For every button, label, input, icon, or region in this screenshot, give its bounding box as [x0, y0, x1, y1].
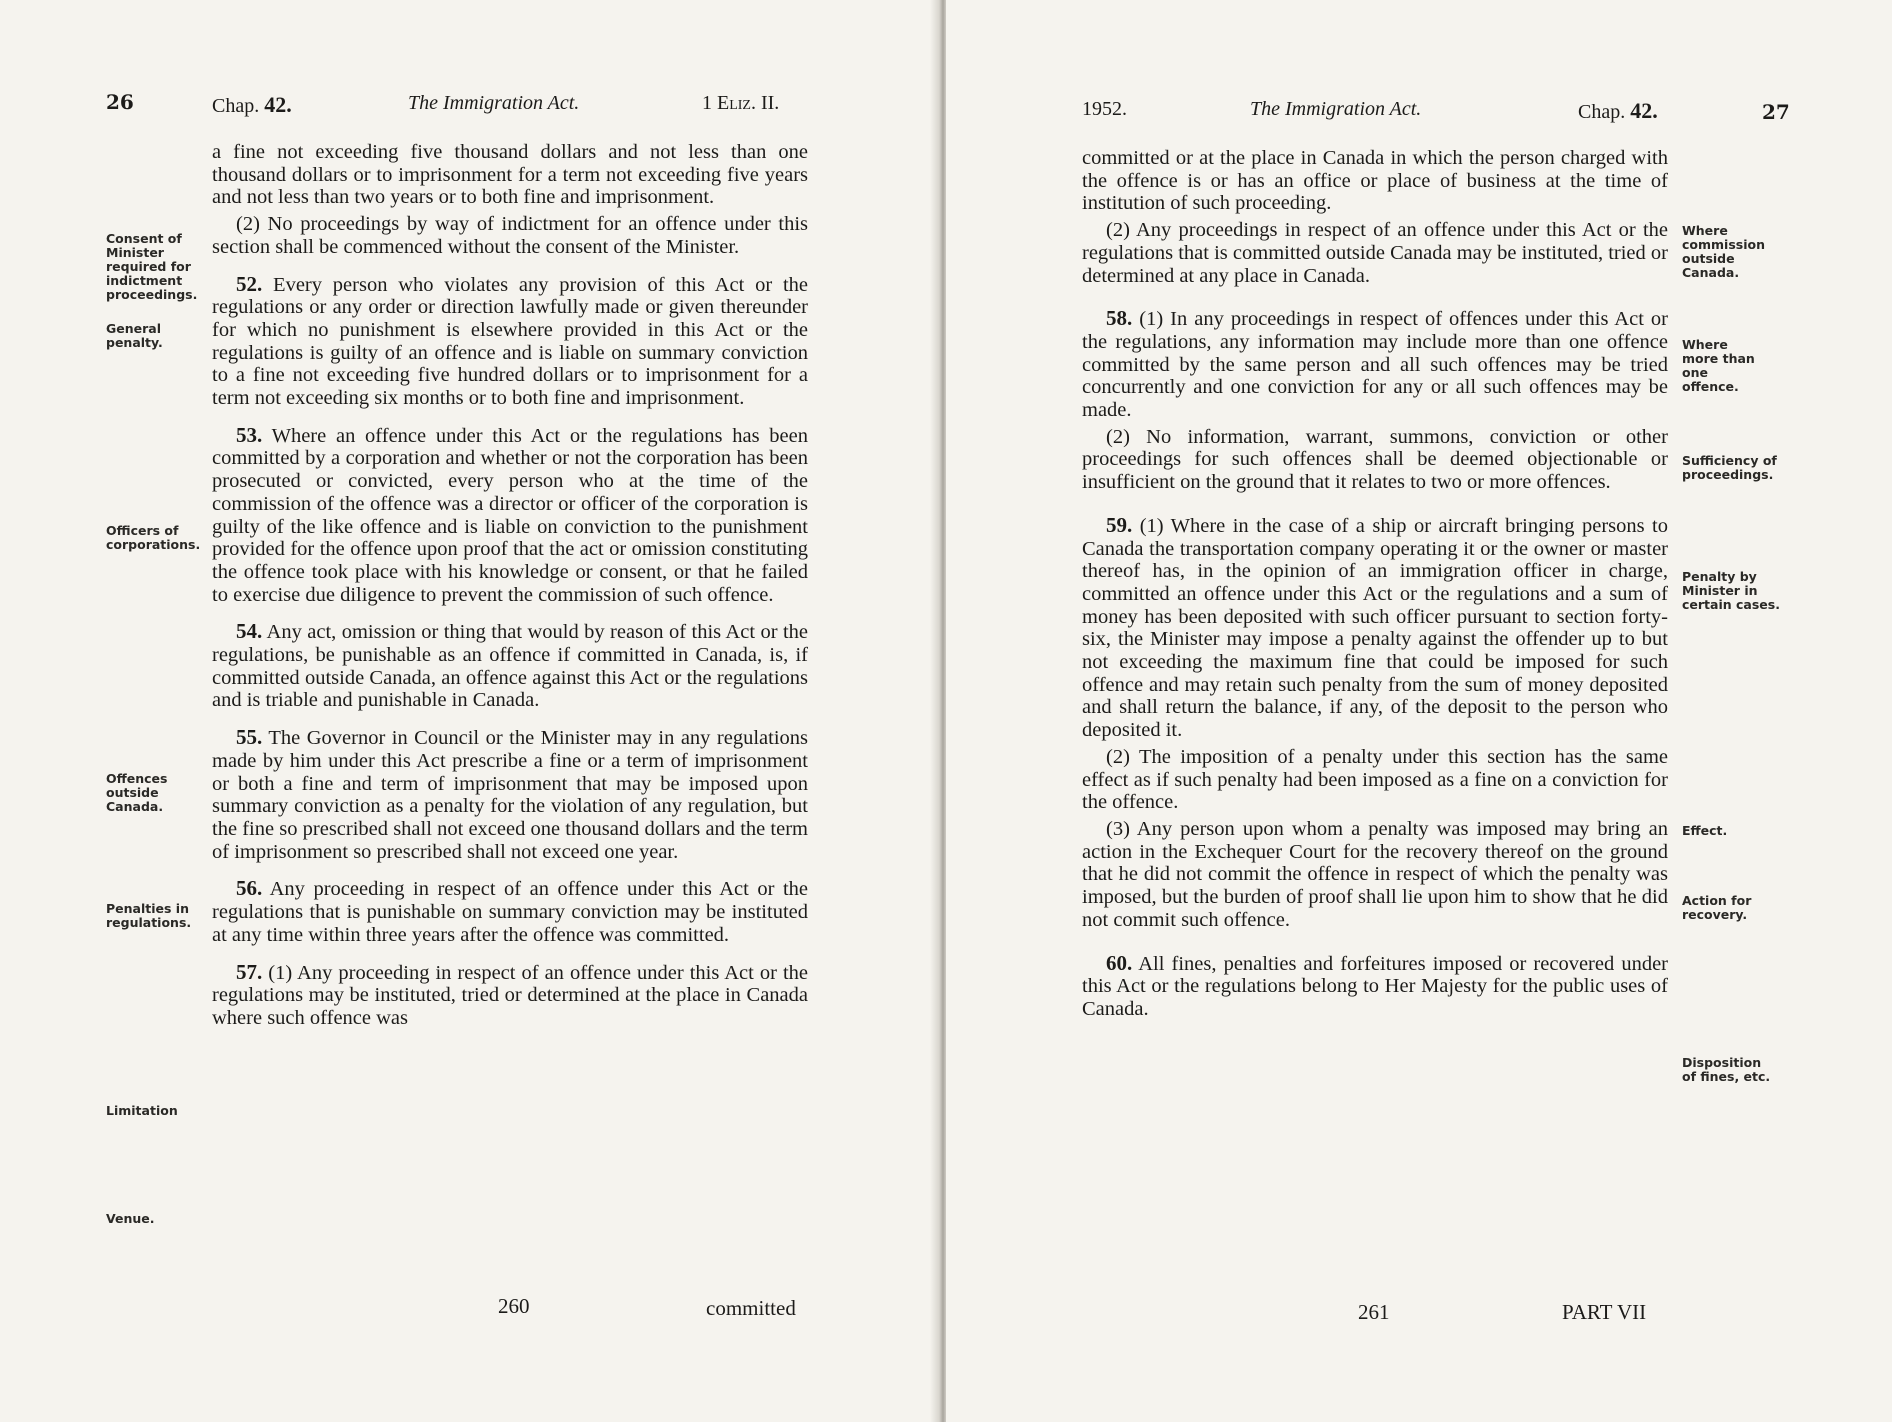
left-body-text	[212, 140, 808, 1030]
section-number: 58.	[1106, 306, 1133, 331]
paragraph-text: a fine not exceeding five thousand dollars and not less than one thousand dollars or to imprisonment for a term not exceeding five years and not less than two years or to both fine and imprisonment.	[212, 141, 808, 209]
catchword: committed	[706, 1296, 796, 1320]
left-regnal-year: 1 Eliz. II.	[702, 92, 780, 114]
margin-note: Effect.	[1682, 823, 1728, 838]
margin-note: Action for recovery.	[1682, 893, 1752, 922]
paragraph-text: All fines, penalties and forfeitures imposed or recovered under this Act or the regulations belong to Her Majesty for the public uses of Canada.	[1082, 952, 1668, 1020]
chapter-prefix: Chap.	[1578, 101, 1626, 123]
section-number: 60.	[1106, 950, 1133, 975]
margin-note: Disposition of fines, etc.	[1682, 1055, 1771, 1084]
section-number: 52.	[236, 271, 263, 296]
section-number: 57.	[236, 959, 263, 984]
paragraph-text: Every person who violates any provision of this Act or the regulations or any order or direction lawfully made or given thereunder for which no punishment is elsewhere provided in this Act or the regulations is guilty of an offence and is liable on summary conviction to a fine not exceeding five hundred dollars or to imprisonment for a term not exceeding six months or to both fine and imprisonment.	[212, 273, 808, 410]
paragraph	[212, 961, 808, 1030]
part-heading-catchword: PART VII	[1562, 1300, 1647, 1324]
paragraph	[212, 424, 808, 607]
margin-note: Where more than one offence.	[1682, 337, 1755, 394]
paragraph	[1082, 514, 1668, 742]
paragraph-text: (1) Any proceeding in respect of an offence under this Act or the regulations may be instituted, tried or determined at the place in Canada where such offence was	[212, 961, 808, 1029]
right-running-title: The Immigration Act.	[1250, 98, 1422, 120]
chapter-number: 42.	[1630, 98, 1658, 123]
margin-note: Limitation	[106, 1103, 178, 1118]
right-year: 1952.	[1082, 98, 1127, 120]
paragraph-text: (2) No proceedings by way of indictment for an offence under this section shall be commenced without the consent of the Minister.	[212, 213, 808, 258]
margin-note: General penalty.	[106, 321, 163, 350]
paragraph	[212, 140, 808, 209]
left-page-number: 26	[106, 90, 134, 114]
paragraph	[1082, 146, 1668, 215]
left-page	[0, 0, 940, 1422]
margin-note: Sufficiency of proceedings.	[1682, 453, 1777, 482]
paragraph-text: (2) The imposition of a penalty under this section has the same effect as if such penalty had been imposed as a fine on a conviction for the offence.	[1082, 745, 1668, 814]
paragraph	[212, 273, 808, 410]
paragraph	[1082, 218, 1668, 287]
paragraph	[1082, 745, 1668, 814]
paragraph-text: (2) No information, warrant, summons, conviction or other proceedings for such offences shall be deemed objectionable or insufficient on the ground that it relates to two or more offences.	[1082, 425, 1668, 494]
section-number: 54.	[236, 619, 263, 644]
chapter-number: 42.	[264, 92, 292, 117]
right-folio: 261	[1358, 1300, 1390, 1324]
paragraph	[212, 726, 808, 863]
paragraph	[1082, 952, 1668, 1021]
left-folio: 260	[498, 1294, 530, 1318]
margin-note: Where commission outside Canada.	[1682, 223, 1765, 280]
paragraph-text: The Governor in Council or the Minister may in any regulations made by him under this Act prescribe a fine or a term of imprisonment or both a fine and term of imprisonment that may be imposed upon summary conviction as a penalty for the violation of any regulation, but the fine so prescribed shall not exceed one thousand dollars and the term of imprisonment so prescribed shall not exceed one year.	[212, 727, 808, 863]
margin-note: Officers of corporations.	[106, 523, 201, 552]
right-page-number: 27	[1762, 100, 1790, 124]
section-number: 53.	[236, 422, 263, 447]
paragraph	[212, 877, 808, 946]
paragraph	[1082, 817, 1668, 932]
paragraph-text: committed or at the place in Canada in which the person charged with the offence is or has an office or place of business at the time of institution of such proceeding.	[1082, 147, 1668, 215]
paragraph-text: Where an offence under this Act or the regulations has been committed by a corporation and whether or not the corporation has been prosecuted or convicted, every person who at the time of the commission of the offence was a director or officer of the corporation is guilty of the like offence and is liable on conviction to the punishment provided for the offence upon proof that the act or omission constituting the offence took place with his knowledge or consent, or that he failed to exercise due diligence to prevent the commission of such offence.	[212, 424, 808, 606]
paragraph-text: Any proceeding in respect of an offence under this Act or the regulations that is punishable on summary conviction may be instituted at any time within three years after the offence was committed.	[212, 878, 808, 946]
margin-note: Penalty by Minister in certain cases.	[1682, 569, 1780, 612]
margin-note: Penalties in regulations.	[106, 901, 192, 930]
paragraph-text: (1) Where in the case of a ship or aircraft bringing persons to Canada the transportation company operating it or the owner or master thereof has, in the opinion of an immigration officer in charge, committed an offence under this Act or the regulations and a sum of money has been deposited with such officer pursuant to section forty-six, the Minister may impose a penalty against the offender up to but not exceeding the maximum fine that could be imposed for such offence and may retain such penalty from the sum of money deposited and shall return the balance, if any, of the deposit to the person who deposited it.	[1082, 514, 1668, 742]
margin-note: Offences outside Canada.	[106, 771, 168, 814]
paragraph-text: (2) Any proceedings in respect of an offence under this Act or the regulations that is committed outside Canada may be instituted, tried or determined at any place in Canada.	[1082, 219, 1668, 287]
paragraph	[212, 212, 808, 258]
left-running-title: The Immigration Act.	[408, 92, 580, 114]
paragraph	[1082, 307, 1668, 422]
paragraph	[1082, 425, 1668, 494]
section-number: 56.	[236, 876, 263, 901]
chapter-prefix: Chap.	[212, 95, 260, 117]
right-page	[946, 0, 1892, 1422]
margin-note: Consent of Minister required for indictment proceedings.	[106, 231, 198, 302]
section-number: 59.	[1106, 512, 1133, 537]
right-chapter-label	[1578, 98, 1658, 124]
paragraph	[212, 620, 808, 712]
paragraph-text: (3) Any person upon whom a penalty was imposed may bring an action in the Exchequer Court for the recovery thereof on the ground that he did not commit the offence in respect of which the penalty was imposed, but the burden of proof shall lie upon him to show that he did not commit such offence.	[1082, 817, 1668, 931]
margin-note: Venue.	[106, 1211, 155, 1226]
left-chapter-label	[212, 92, 292, 118]
paragraph-text: (1) In any proceedings in respect of offences under this Act or the regulations, any information may include more than one offence committed by the same person and all such offences may be tried concurrently and one conviction for any or all such offences may be made.	[1082, 308, 1668, 422]
right-body-text	[1082, 146, 1668, 1021]
section-number: 55.	[236, 725, 263, 750]
paragraph-text: Any act, omission or thing that would by reason of this Act or the regulations, be punishable as an offence if committed in Canada, is, if committed outside Canada, an offence against this Act or the regulations and is triable and punishable in Canada.	[212, 621, 808, 712]
